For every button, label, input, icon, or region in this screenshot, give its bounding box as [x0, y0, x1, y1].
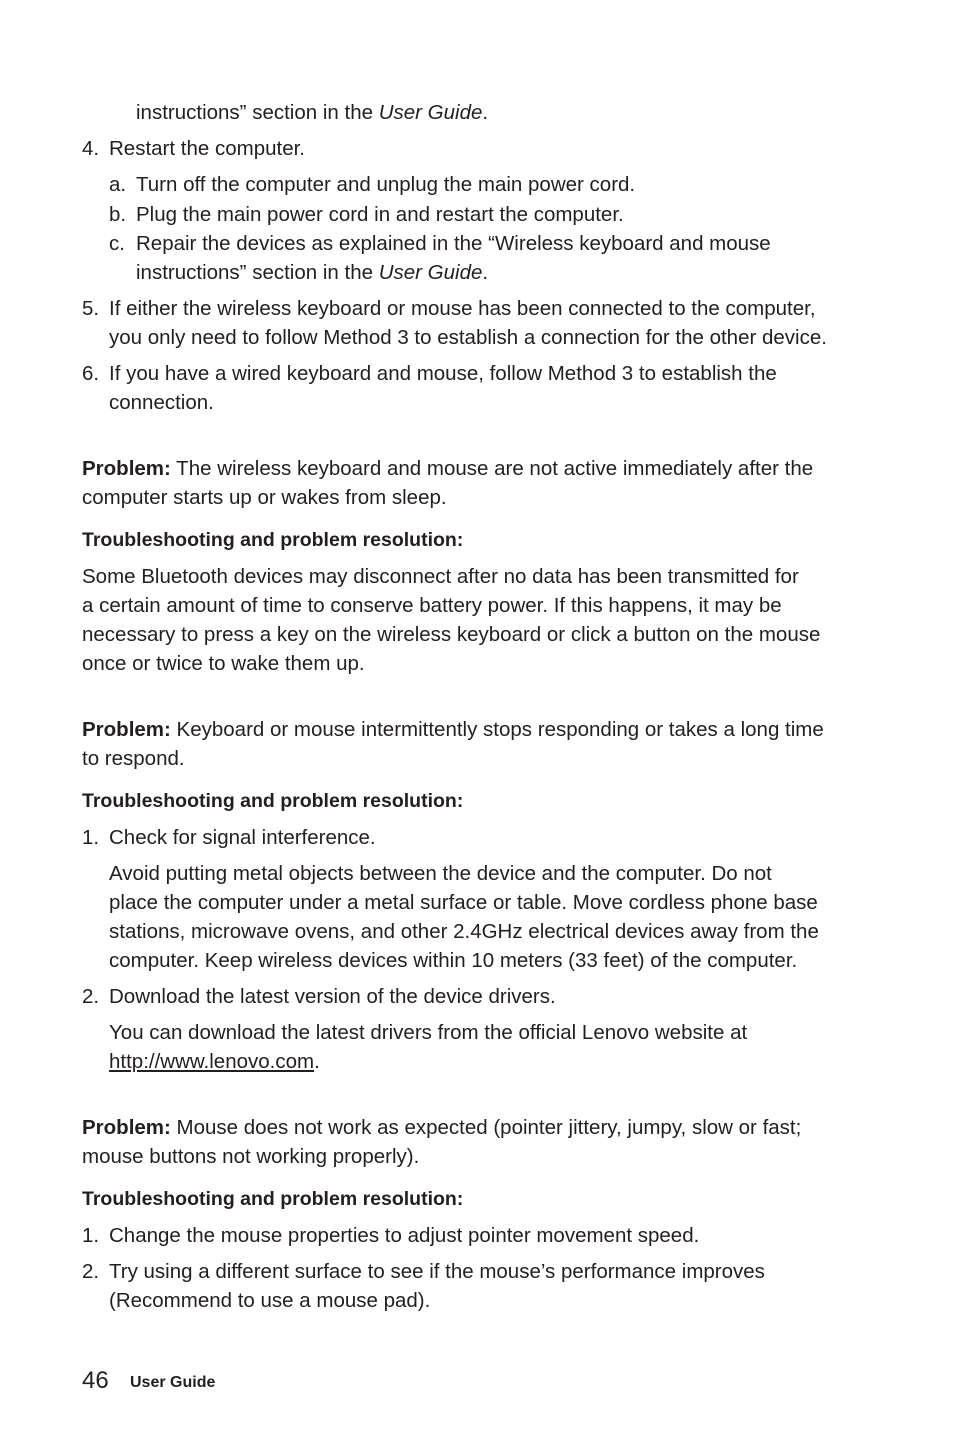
- step-number: 5.: [82, 297, 100, 320]
- section-heading: Troubleshooting and problem resolution:: [82, 1188, 464, 1210]
- text-fragment: .: [314, 1050, 320, 1073]
- paragraph-line: stations, microwave ovens, and other 2.4GHz electrical devices away from the: [109, 920, 819, 943]
- paragraph-line: Avoid putting metal objects between the device and the computer. Do not: [109, 862, 772, 885]
- paragraph-line: You can download the latest drivers from the official Lenovo website at: [109, 1021, 748, 1044]
- step-number: 2.: [82, 985, 100, 1008]
- step-number: 6.: [82, 362, 100, 385]
- section-heading: Troubleshooting and problem resolution:: [82, 790, 464, 812]
- text-fragment: .: [482, 261, 489, 284]
- step-text: Restart the computer.: [109, 137, 305, 160]
- substep-text: Turn off the computer and unplug the main power cord.: [136, 173, 636, 196]
- text-fragment: .: [482, 101, 489, 124]
- problem-statement: [82, 715, 824, 744]
- user-guide-reference: User Guide: [378, 261, 483, 284]
- paragraph-line: once or twice to wake them up.: [82, 652, 365, 675]
- step-text: Check for signal interference.: [109, 826, 376, 849]
- page-number: 46: [82, 1367, 109, 1394]
- paragraph-line: a certain amount of time to conserve battery power. If this happens, it may be: [82, 594, 782, 617]
- problem-label: Problem:: [82, 1116, 171, 1139]
- substep-label: c.: [109, 232, 125, 255]
- paragraph-line: necessary to press a key on the wireless keyboard or click a button on the mouse: [82, 623, 821, 646]
- substep-label: b.: [109, 203, 127, 226]
- step-number: 4.: [82, 137, 100, 160]
- paragraph-line: place the computer under a metal surface or table. Move cordless phone base: [109, 891, 818, 914]
- substep-label: a.: [109, 173, 127, 196]
- text-fragment: Keyboard or mouse intermittently stops responding or takes a long time: [170, 718, 824, 741]
- lenovo-website-link[interactable]: http://www.lenovo.com: [109, 1050, 315, 1073]
- step-text: Download the latest version of the device drivers.: [109, 985, 556, 1008]
- problem-label: Problem:: [82, 718, 171, 741]
- paragraph-line: computer. Keep wireless devices within 10 meters (33 feet) of the computer.: [109, 949, 798, 972]
- paragraph-line: [109, 1047, 320, 1076]
- paragraph-line: Some Bluetooth devices may disconnect after no data has been transmitted for: [82, 565, 799, 588]
- text-fragment: Mouse does not work as expected (pointer jittery, jumpy, slow or fast;: [170, 1116, 802, 1139]
- user-guide-reference: User Guide: [378, 101, 483, 124]
- step-number: 1.: [82, 826, 100, 849]
- step-text: connection.: [109, 391, 214, 414]
- footer-title: User Guide: [130, 1374, 216, 1391]
- problem-statement-line2: mouse buttons not working properly).: [82, 1145, 420, 1168]
- problem-statement: [82, 454, 813, 483]
- step-text: you only need to follow Method 3 to establish a connection for the other device.: [109, 326, 827, 349]
- section-heading: Troubleshooting and problem resolution:: [82, 529, 464, 551]
- problem-statement-line2: to respond.: [82, 747, 185, 770]
- continued-text-line: [136, 98, 488, 127]
- step-text: If you have a wired keyboard and mouse, follow Method 3 to establish the: [109, 362, 777, 385]
- text-fragment: instructions” section in the: [136, 261, 379, 284]
- problem-label: Problem:: [82, 457, 171, 480]
- substep-text: Plug the main power cord in and restart the computer.: [136, 203, 624, 226]
- step-text: Change the mouse properties to adjust pointer movement speed.: [109, 1224, 700, 1247]
- step-text: Try using a different surface to see if the mouse’s performance improves: [109, 1260, 765, 1283]
- problem-statement-line2: computer starts up or wakes from sleep.: [82, 486, 447, 509]
- step-text: If either the wireless keyboard or mouse has been connected to the computer,: [109, 297, 816, 320]
- step-text: (Recommend to use a mouse pad).: [109, 1289, 431, 1312]
- problem-statement: [82, 1113, 801, 1142]
- step-number: 1.: [82, 1224, 100, 1247]
- step-number: 2.: [82, 1260, 100, 1283]
- substep-text-line2: [136, 258, 488, 287]
- substep-text: Repair the devices as explained in the “Wireless keyboard and mouse: [136, 232, 771, 255]
- text-fragment: instructions” section in the: [136, 101, 379, 124]
- text-fragment: The wireless keyboard and mouse are not active immediately after the: [170, 457, 814, 480]
